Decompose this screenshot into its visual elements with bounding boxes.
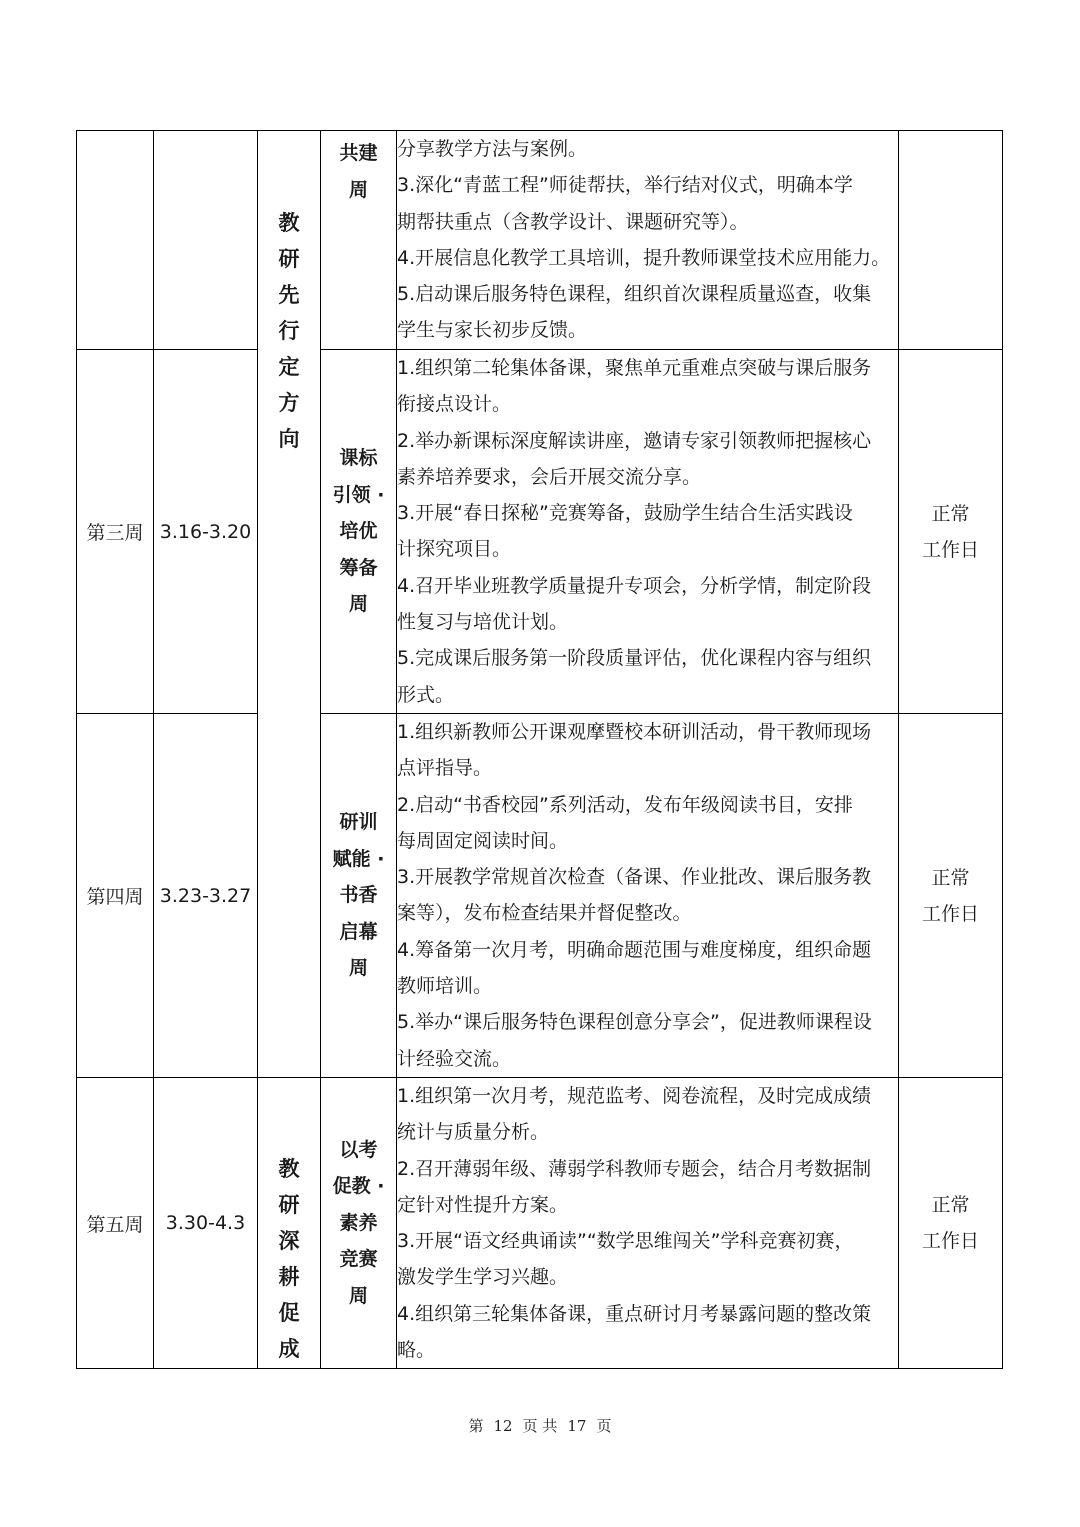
footer-suffix: 页	[596, 1417, 612, 1435]
theme-line: 竞赛	[339, 1248, 378, 1271]
note-cell	[899, 350, 1003, 714]
content-line: 激发学生学习兴趣。	[397, 1266, 569, 1289]
note-cell	[899, 1078, 1003, 1369]
content-line: 4.组织第三轮集体备课，重点研讨月考暴露问题的整改策	[397, 1302, 872, 1325]
content-line: 计探究项目。	[397, 538, 512, 561]
note-cell	[899, 131, 1003, 350]
content-line: 3.开展“语文经典诵读”“数学思维闯关”学科竞赛初赛，	[397, 1230, 854, 1253]
content-line: 1.组织第一次月考，规范监考、阅卷流程，及时完成成绩	[397, 1085, 872, 1107]
stage-char: 先	[278, 283, 300, 307]
content-line: 3.开展教学常规首次检查（备课、作业批改、课后服务教	[397, 866, 872, 889]
theme-line: 素养	[339, 1211, 378, 1234]
theme-line: 促教 ·	[332, 1175, 385, 1198]
content-line: 每周固定阅读时间。	[397, 829, 569, 852]
content-line: 2.启动“书香校园”系列活动，发布年级阅读书目，安排	[397, 793, 853, 816]
week-cell: 第五周	[77, 1078, 154, 1369]
theme-cell	[321, 714, 397, 1078]
date-cell: 3.23-3.27	[154, 714, 258, 1078]
footer-prefix: 第	[468, 1417, 484, 1435]
theme-line: 周	[348, 1284, 368, 1307]
note-line: 工作日	[921, 902, 979, 925]
content-line: 性复习与培优计划。	[397, 611, 569, 634]
theme-line: 以考	[339, 1138, 378, 1161]
content-line: 案等），发布检查结果并督促整改。	[397, 902, 692, 925]
date-cell	[154, 131, 258, 350]
table-row	[77, 714, 1003, 1078]
content-line: 形式。	[397, 683, 455, 706]
theme-cell	[321, 1078, 397, 1369]
date-cell: 3.16-3.20	[154, 350, 258, 714]
theme-cell	[321, 350, 397, 714]
theme-line: 研训	[339, 811, 378, 834]
stage-char: 定	[278, 355, 300, 379]
content-line: 点评指导。	[397, 757, 493, 780]
content-line: 统计与质量分析。	[397, 1121, 550, 1144]
stage-cell	[258, 131, 321, 1078]
table-row	[77, 1078, 1003, 1369]
footer-total-pages: 17	[567, 1417, 587, 1435]
content-line: 衔接点设计。	[397, 393, 512, 416]
note-line: 工作日	[921, 538, 979, 561]
note-line: 正常	[931, 866, 970, 889]
stage-char: 行	[278, 319, 300, 343]
content-line: 2.召开薄弱年级、薄弱学科教师专题会，结合月考数据制	[397, 1157, 872, 1180]
theme-line: 共建	[339, 142, 378, 164]
content-line: 5.举办“课后服务特色课程创意分享会”，促进教师课程设	[397, 1011, 872, 1034]
content-line: 略。	[397, 1339, 436, 1362]
table-row	[77, 131, 1003, 350]
week-cell	[77, 131, 154, 350]
content-line: 学生与家长初步反馈。	[397, 319, 588, 342]
stage-char: 向	[278, 427, 300, 451]
content-line: 4.召开毕业班教学质量提升专项会，分析学情，制定阶段	[397, 574, 872, 597]
stage-char: 方	[278, 391, 300, 415]
theme-line: 赋能 ·	[332, 847, 385, 870]
note-line: 正常	[931, 502, 970, 525]
stage-char: 深	[278, 1229, 300, 1253]
content-line: 3.深化“青蓝工程”师徒帮扶，举行结对仪式，明确本学	[397, 174, 853, 197]
stage-char: 教	[278, 211, 300, 235]
table-row	[77, 350, 1003, 714]
content-line: 4.筹备第一次月考，明确命题范围与难度梯度，组织命题	[397, 938, 872, 961]
stage-char: 耕	[278, 1265, 300, 1289]
theme-line: 书香	[339, 884, 378, 907]
content-line: 3.开展“春日探秘”竞赛筹备，鼓励学生结合生活实践设	[397, 502, 853, 525]
theme-line: 培优	[339, 520, 378, 543]
date-cell: 3.30-4.3	[154, 1078, 258, 1369]
content-line: 素养培养要求，会后开展交流分享。	[397, 465, 702, 488]
theme-line: 周	[348, 957, 368, 980]
stage-cell	[258, 1078, 321, 1369]
note-line: 工作日	[921, 1230, 979, 1253]
content-line: 期帮扶重点（含教学设计、课题研究等）。	[397, 210, 749, 233]
content-line: 教师培训。	[397, 975, 493, 998]
week-cell: 第四周	[77, 714, 154, 1078]
content-line: 分享教学方法与案例。	[397, 138, 588, 160]
theme-line: 周	[348, 178, 368, 201]
theme-line: 筹备	[339, 556, 378, 579]
content-line: 定针对性提升方案。	[397, 1193, 569, 1216]
stage-char: 促	[278, 1301, 300, 1325]
page-footer	[0, 1415, 1080, 1436]
content-line: 4.开展信息化教学工具培训，提升教师课堂技术应用能力。	[397, 246, 891, 269]
stage-char: 研	[278, 1193, 300, 1217]
stage-char: 研	[278, 247, 300, 271]
content-line: 1.组织第二轮集体备课，聚焦单元重难点突破与课后服务	[397, 357, 872, 379]
week-cell: 第三周	[77, 350, 154, 714]
theme-line: 周	[348, 593, 368, 616]
content-line: 2.举办新课标深度解读讲座，邀请专家引领教师把握核心	[397, 429, 872, 452]
stage-char: 成	[278, 1337, 300, 1361]
note-line: 正常	[931, 1194, 970, 1217]
theme-line: 引领 ·	[332, 483, 385, 506]
content-cell	[397, 1078, 899, 1369]
content-line: 1.组织新教师公开课观摩暨校本研训活动，骨干教师现场	[397, 721, 872, 743]
theme-cell	[321, 131, 397, 350]
content-line: 计经验交流。	[397, 1047, 512, 1070]
footer-middle: 页 共	[522, 1417, 558, 1435]
content-cell	[397, 714, 899, 1078]
schedule-table	[76, 130, 1003, 1369]
note-cell	[899, 714, 1003, 1078]
content-line: 5.启动课后服务特色课程，组织首次课程质量巡查，收集	[397, 283, 872, 306]
stage-char: 教	[278, 1157, 300, 1181]
content-cell	[397, 350, 899, 714]
footer-page-number: 12	[493, 1417, 513, 1435]
content-line: 5.完成课后服务第一阶段质量评估，优化课程内容与组织	[397, 647, 872, 670]
theme-line: 启幕	[339, 920, 378, 943]
content-cell	[397, 131, 899, 350]
theme-line: 课标	[339, 447, 378, 470]
